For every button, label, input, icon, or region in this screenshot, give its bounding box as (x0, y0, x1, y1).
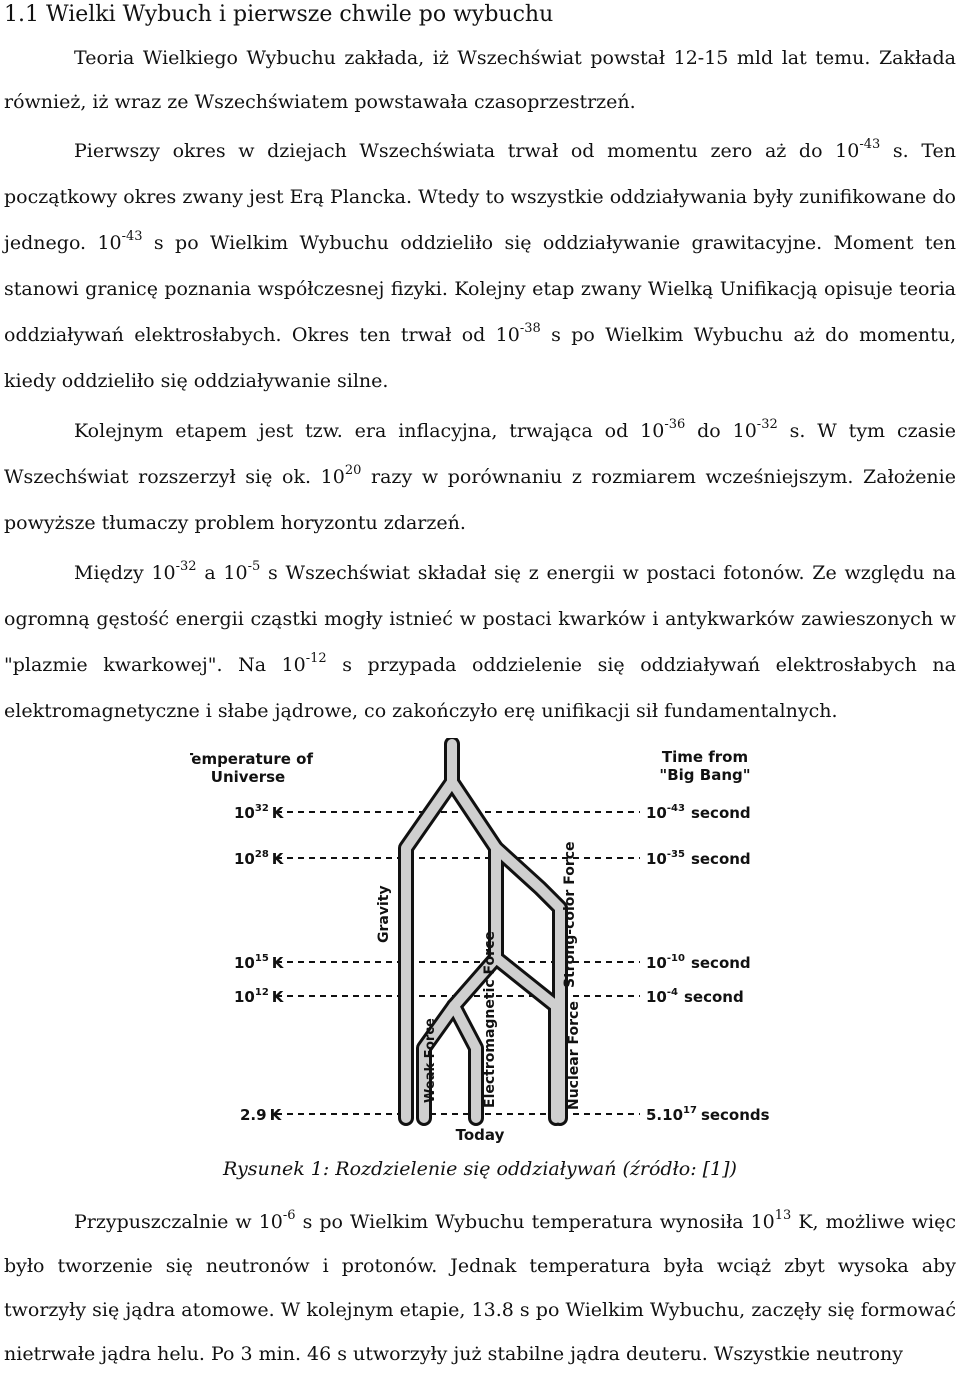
paragraph-nucleosynthesis (4, 1200, 956, 1376)
paragraph-inflation-text: Kolejnym etapem jest tzw. era inflacyjna, trwająca od $10^{-36}$ do $10^{-32}$ s. W tym czasie Wszechświat rozszerzył się ok. $10^{20}$ razy w porównaniu z rozmiarem wcześniejszym. Założenie powyższe tłumaczy problem horyzontu zdarzeń. (4, 417, 957, 534)
nuclear-force-label: Nuclear Force (566, 1001, 582, 1110)
temperature-label-2: $10^{28}$ K (234, 849, 284, 868)
figure-caption: Rysunek 1: Rozdzielenie się oddziaływań (źródło: [1]) (223, 1158, 737, 1180)
temperature-label-3: $10^{15}$ K (234, 953, 284, 972)
forces-separation-figure (190, 738, 780, 1150)
time-label-5: 5.10$^{17}$ seconds (646, 1105, 770, 1124)
paragraph-intro (4, 36, 956, 124)
temperature-label-1: $10^{32}$ K (234, 803, 284, 822)
strong-force-label: Strong-color Force (562, 841, 578, 988)
forces-diagram (190, 738, 780, 1150)
time-label-4: $10^{-4}$ second (646, 987, 744, 1006)
paragraph-intro-text: Teoria Wielkiego Wybuchu zakłada, iż Wszechświat powstał 12-15 mld lat temu. Zakłada również, iż wraz ze Wszechświatem powstawała czasoprzestrzeń. (4, 47, 956, 113)
paragraph-planck-era (4, 128, 956, 404)
paragraph-quark-plasma (4, 550, 956, 734)
temperature-label-4: $10^{12}$ K (234, 987, 284, 1006)
temperature-label-5: 2.9 K (240, 1106, 282, 1124)
time-title-line1: Time from (661, 748, 749, 766)
time-label-3: $10^{-10}$ second (646, 953, 751, 972)
temperature-title-line2: Universe (210, 768, 286, 786)
time-label-1: $10^{-43}$ second (646, 803, 751, 822)
time-title-line2: "Big Bang" (659, 766, 751, 784)
today-label: Today (455, 1126, 505, 1144)
weak-force-label: Weak Force (423, 1018, 438, 1103)
paragraph-planck-era-text: Pierwszy okres w dziejach Wszechświata trwał od momentu zero aż do $10^{-43}$ s. Ten początkowy okres zwany jest Erą Plancka. Wtedy to wszystkie oddziaływania były zunifikowane do jednego. $10^{-43}$ s po Wielkim Wybuchu oddzieliło się oddziaływanie grawitacyjne. Moment ten stanowi granicę poznania współczesnej fizyki. Kolejny etap zwany Wielką Unifikacją opisuje teoria oddziaływań elektrosłabych. Okres ten trwał od $10^{-38}$ s po Wielkim Wybuchu aż do momentu, kiedy oddzieliło się oddziaływanie silne. (4, 137, 956, 392)
paragraph-nucleosynthesis-text: Przypuszczalnie w $10^{-6}$ s po Wielkim Wybuchu temperatura wynosiła $10^{13}$ K, możliwe więc było tworzenie się neutronów i protonów. Jednak temperatura była wciąż zbyt wysoka aby tworzyły się jądra atomowe. W kolejnym etapie, 13.8 s po Wielkim Wybuchu, zaczęły się formować nietrwałe jądra helu. Po 3 min. 46 s utworzyły już stabilne jądra deuteru. Wszystkie neutrony (4, 1208, 956, 1365)
paragraph-inflation (4, 408, 956, 546)
temperature-title-line1: Temperature of (190, 750, 313, 768)
electromagnetic-force-label: Electromagnetic Force (482, 931, 498, 1108)
time-label-2: $10^{-35}$ second (646, 849, 751, 868)
gravity-label: Gravity (376, 885, 392, 943)
paragraph-quark-plasma-text: Między $10^{-32}$ a $10^{-5}$ s Wszechświat składał się z energii w postaci fotonów. Ze względu na ogromną gęstość energii cząstki mogły istnieć w postaci kwarków i antykwarków zawieszonych w "plazmie kwarkowej". Na $10^{-12}$ s przypada oddzielenie się oddziaływań elektrosłabych na elektromagnetyczne i słabe jądrowe, co zakończyło erę unifikacji sił fundamentalnych. (4, 559, 956, 722)
section-heading: 1.1 Wielki Wybuch i pierwsze chwile po wybuchu (4, 2, 554, 27)
